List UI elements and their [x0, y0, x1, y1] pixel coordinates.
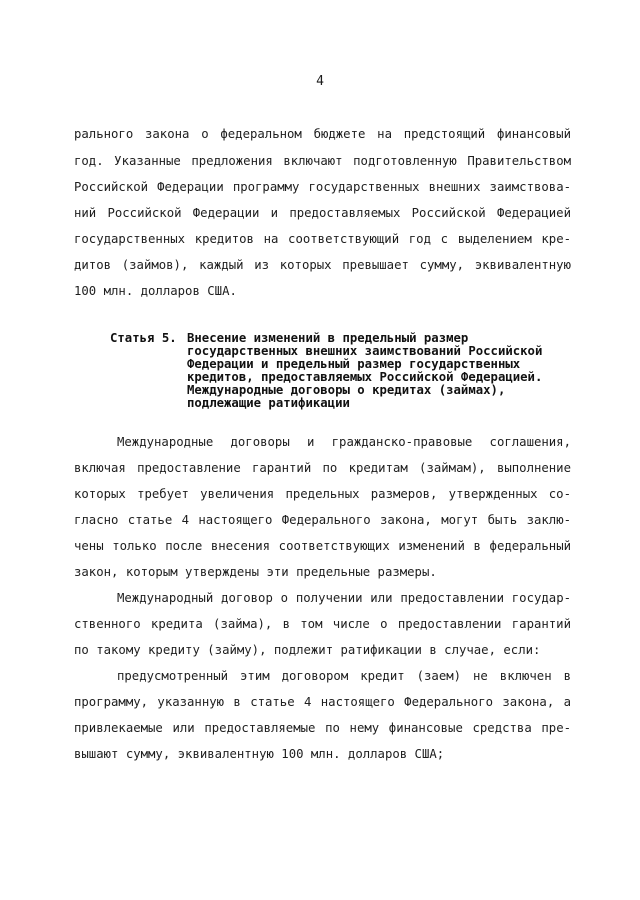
text-line: по такому кредиту (займу), подлежит ратификации в случае, если:	[74, 643, 541, 657]
text-line: закон, которым утверждены эти предельные размеры.	[74, 565, 437, 579]
text-line: Российской Федерации программу государственных внешних заимствова-	[74, 180, 571, 194]
text-line: вышают сумму, эквивалентную 100 млн. долларов США;	[74, 747, 445, 761]
text-line: чены только после внесения соответствующих изменений в федеральный	[74, 539, 571, 553]
text-line: государственных кредитов на соответствующий год с выделением кре-	[74, 232, 571, 246]
page-number: 4	[316, 74, 324, 89]
text-line: гласно статье 4 настоящего Федерального закона, могут быть заклю-	[74, 513, 571, 527]
article-title-line: подлежащие ратификации	[187, 396, 350, 410]
text-line: которых требует увеличения предельных размеров, утвержденных со-	[74, 487, 571, 501]
text-line: ственного кредита (займа), в том числе о предоставлении гарантий	[74, 617, 571, 631]
text-line: рального закона о федеральном бюджете на предстоящий финансовый	[74, 127, 571, 141]
article-label: Статья 5.	[110, 331, 177, 345]
article-title-line: Внесение изменений в предельный размер	[187, 331, 469, 345]
article-title-line: Федерации и предельный размер государственных	[187, 357, 521, 371]
text-line: год. Указанные предложения включают подготовленную Правительством	[74, 154, 571, 168]
text-line: Международные договоры и гражданско-правовые соглашения,	[117, 435, 571, 449]
text-line: Международный договор о получении или предоставлении государ-	[117, 591, 571, 605]
article-title-line: кредитов, предоставляемых Российской Федерацией.	[187, 370, 543, 384]
text-line: 100 млн. долларов США.	[74, 284, 237, 298]
article-title-line: Международные договоры о кредитах (займах),	[187, 383, 506, 397]
article-title-line: государственных внешних заимствований Российской	[187, 344, 543, 358]
text-line: привлекаемые или предоставляемые по нему финансовые средства пре-	[74, 721, 571, 735]
text-line: включая предоставление гарантий по кредитам (займам), выполнение	[74, 461, 571, 475]
text-line: программу, указанную в статье 4 настоящего Федерального закона, а	[74, 695, 571, 709]
text-line: ний Российской Федерации и предоставляемых Российской Федерацией	[74, 206, 571, 220]
text-line: дитов (займов), каждый из которых превышает сумму, эквивалентную	[74, 258, 571, 272]
text-line: предусмотренный этим договором кредит (заем) не включен в	[117, 669, 571, 683]
